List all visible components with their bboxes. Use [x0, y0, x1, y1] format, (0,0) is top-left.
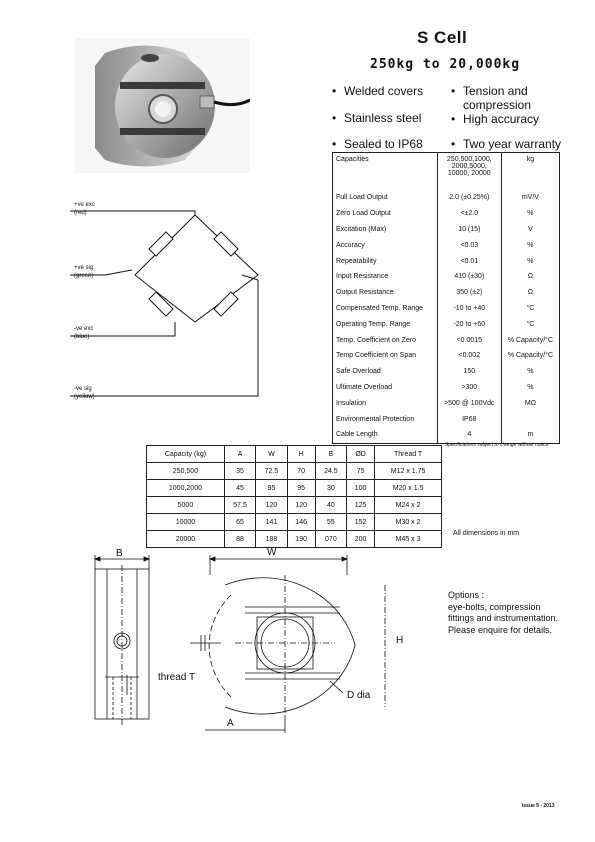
spec-label: Safe Overload: [333, 364, 438, 380]
dims-header-cell: A: [224, 446, 255, 463]
options-line: fittings and instrumentation.: [448, 613, 559, 623]
wire-label-neg-sig: [74, 385, 95, 401]
spec-unit: mV/V: [501, 190, 559, 206]
dims-cell: 190: [287, 531, 315, 548]
spec-value: <0.01: [437, 253, 501, 269]
wire-label-pos-sig: [74, 264, 93, 280]
wire-label-line: +ve sig: [74, 265, 94, 271]
dims-row: [147, 480, 442, 497]
options-heading: Options :: [448, 590, 485, 600]
spec-value: >500 @ 100Vdc: [437, 395, 501, 411]
dims-cell: 125: [347, 497, 375, 514]
spec-label: Operating Temp. Range: [333, 316, 438, 332]
spec-value: -20 to +60: [437, 316, 501, 332]
dimension-label-w: W: [267, 547, 277, 558]
feature-item: [451, 84, 561, 112]
specification-table: [332, 152, 560, 444]
dimensions-table: [146, 445, 442, 548]
dims-header-cell: Capacity (kg): [147, 446, 225, 463]
dims-header-cell: Thread T: [375, 446, 442, 463]
dims-cell: 100: [347, 480, 375, 497]
spec-unit: %: [501, 380, 559, 396]
bullet: •: [451, 112, 456, 126]
dims-cell: 24.5: [315, 463, 346, 480]
feature-text: Two year warranty: [463, 137, 562, 151]
thread-label: thread T: [158, 672, 196, 683]
dims-cell: 65: [224, 514, 255, 531]
dims-cell: 95: [287, 480, 315, 497]
dims-cell: 141: [256, 514, 287, 531]
feature-text: Sealed to IP68: [344, 137, 423, 151]
dims-cell: 250,500: [147, 463, 225, 480]
dimension-drawing: [85, 545, 415, 735]
dims-cell: 20000: [147, 531, 225, 548]
dims-cell: 1000,2000: [147, 480, 225, 497]
spec-unit: %: [501, 253, 559, 269]
spec-label: Full Load Output: [333, 190, 438, 206]
wire-label-line: -ve exc: [74, 326, 94, 332]
issue-footer: Issue 5 - 2013: [522, 803, 555, 809]
spec-value: 250,500,1000, 2000,5000, 10000, 20000: [437, 153, 501, 191]
wire-color-label: (yellow): [74, 394, 95, 400]
spec-unit: °C: [501, 301, 559, 317]
spec-value: <0.0015: [437, 332, 501, 348]
spec-unit: m: [501, 427, 559, 443]
spec-unit: %: [501, 206, 559, 222]
spec-note: Specifications subject to change without notice: [445, 442, 549, 448]
spec-label: Environmental Protection: [333, 411, 438, 427]
feature-item: [332, 111, 452, 125]
spec-label: Repeatability: [333, 253, 438, 269]
feature-item: [332, 84, 452, 98]
wire-color-label: (green): [74, 273, 94, 279]
spec-value: >300: [437, 380, 501, 396]
spec-value: <0.002: [437, 348, 501, 364]
spec-row: [333, 332, 560, 348]
wire-color-label: (blue): [74, 334, 90, 340]
dims-row: [147, 463, 442, 480]
spec-row: [333, 190, 560, 206]
dims-cell: 72.5: [256, 463, 287, 480]
dimension-label-h: H: [396, 635, 404, 646]
diameter-label: D dia: [347, 690, 371, 701]
bullet: •: [332, 84, 337, 98]
dims-cell: M12 x 1.75: [375, 463, 442, 480]
dims-cell: 10000: [147, 514, 225, 531]
dims-header-cell: ØD: [347, 446, 375, 463]
spec-label: Compensated Temp. Range: [333, 301, 438, 317]
spec-row: [333, 253, 560, 269]
spec-unit: % Capacity/°C: [501, 348, 559, 364]
bullet: •: [332, 137, 337, 151]
spec-label: Excitation (Max): [333, 222, 438, 238]
spec-row: [333, 411, 560, 427]
dims-cell: 30: [315, 480, 346, 497]
spec-label: Cable Length: [333, 427, 438, 443]
dims-cell: M30 x 2: [375, 514, 442, 531]
wire-color-label: (red): [74, 210, 87, 216]
spec-unit: Ω: [501, 269, 559, 285]
spec-row: [333, 206, 560, 222]
spec-row: [333, 364, 560, 380]
spec-row: [333, 316, 560, 332]
spec-unit: °C: [501, 316, 559, 332]
dims-cell: 45: [224, 480, 255, 497]
dims-cell: 120: [287, 497, 315, 514]
spec-row: [333, 285, 560, 301]
spec-value: 150: [437, 364, 501, 380]
dims-cell: M24 x 2: [375, 497, 442, 514]
spec-unit: %: [501, 237, 559, 253]
dimensions-note: All dimensions in mm: [453, 530, 520, 537]
feature-item: [451, 137, 576, 151]
feature-text: Welded covers: [344, 84, 424, 98]
spec-label: Input Resistance: [333, 269, 438, 285]
dims-cell: 152: [347, 514, 375, 531]
spec-row: [333, 427, 560, 443]
dims-row: [147, 514, 442, 531]
dims-cell: 57.5: [224, 497, 255, 514]
wire-label-pos-exc: [74, 201, 95, 217]
dims-cell: 70: [287, 463, 315, 480]
feature-text: Tension and compression: [463, 84, 532, 112]
spec-value: <0.03: [437, 237, 501, 253]
feature-item: [451, 112, 571, 126]
dims-cell: 070: [315, 531, 346, 548]
product-title: S Cell: [417, 28, 468, 47]
spec-label: Accuracy: [333, 237, 438, 253]
spec-unit: %: [501, 364, 559, 380]
dims-cell: 120: [256, 497, 287, 514]
spec-row: [333, 222, 560, 238]
dims-header-cell: H: [287, 446, 315, 463]
spec-label: Ultimate Overload: [333, 380, 438, 396]
dimension-label-a: A: [227, 718, 234, 729]
dims-cell: 88: [224, 531, 255, 548]
spec-value: 2.0 (±0.25%): [437, 190, 501, 206]
spec-label: Insulation: [333, 395, 438, 411]
spec-value: 410 (±30): [437, 269, 501, 285]
wire-label-neg-exc: [74, 325, 93, 341]
spec-unit: % Capacity/°C: [501, 332, 559, 348]
dims-header-cell: B: [315, 446, 346, 463]
feature-text: Stainless steel: [344, 111, 422, 125]
spec-row: [333, 395, 560, 411]
dims-header-cell: W: [256, 446, 287, 463]
wire-label-line: -ve sig: [74, 386, 92, 392]
spec-row: [333, 380, 560, 396]
dims-cell: 75: [347, 463, 375, 480]
bullet: •: [451, 84, 456, 98]
spec-value: 10 (15): [437, 222, 501, 238]
dims-row: [147, 497, 442, 514]
options-line: eye-bolts, compression: [448, 601, 541, 612]
dims-cell: 200: [347, 531, 375, 548]
bullet: •: [451, 137, 456, 151]
spec-unit: [501, 411, 559, 427]
spec-row: [333, 237, 560, 253]
product-photo: [75, 38, 250, 173]
load-cell-illustration: [75, 38, 250, 173]
spec-unit: kg: [501, 153, 559, 191]
spec-row: [333, 269, 560, 285]
dims-cell: M45 x 3: [375, 531, 442, 548]
capacity-range: 250kg to 20,000kg: [370, 57, 521, 72]
bullet: •: [332, 111, 337, 125]
spec-value: -10 to +40: [437, 301, 501, 317]
spec-unit: Ω: [501, 285, 559, 301]
wiring-bridge-diagram: [70, 200, 270, 405]
options-block: [448, 590, 558, 636]
spec-value: 350 (±2): [437, 285, 501, 301]
spec-label: Temp Coefficient on Span: [333, 348, 438, 364]
dims-cell: 5000: [147, 497, 225, 514]
dims-cell: 35: [224, 463, 255, 480]
dims-cell: 146: [287, 514, 315, 531]
feature-item: [332, 137, 452, 151]
spec-label: Output Resistance: [333, 285, 438, 301]
spec-value: <±2.0: [437, 206, 501, 222]
spec-label: Zero Load Output: [333, 206, 438, 222]
spec-label: Temp. Coefficient on Zero: [333, 332, 438, 348]
spec-row: [333, 153, 560, 191]
spec-value: IP68: [437, 411, 501, 427]
spec-unit: V: [501, 222, 559, 238]
spec-unit: MΩ: [501, 395, 559, 411]
dims-cell: 188: [256, 531, 287, 548]
dims-cell: 40: [315, 497, 346, 514]
spec-value: 4: [437, 427, 501, 443]
wire-label-line: +ve exc: [74, 202, 95, 208]
spec-label: Capacities: [333, 153, 438, 191]
dimension-label-b: B: [116, 548, 123, 559]
spec-row: [333, 348, 560, 364]
dims-cell: 55: [315, 514, 346, 531]
dims-cell: 95: [256, 480, 287, 497]
spec-row: [333, 301, 560, 317]
dims-cell: M20 x 1.5: [375, 480, 442, 497]
feature-text: High accuracy: [463, 112, 540, 126]
options-line: Please enquire for details.: [448, 624, 553, 635]
